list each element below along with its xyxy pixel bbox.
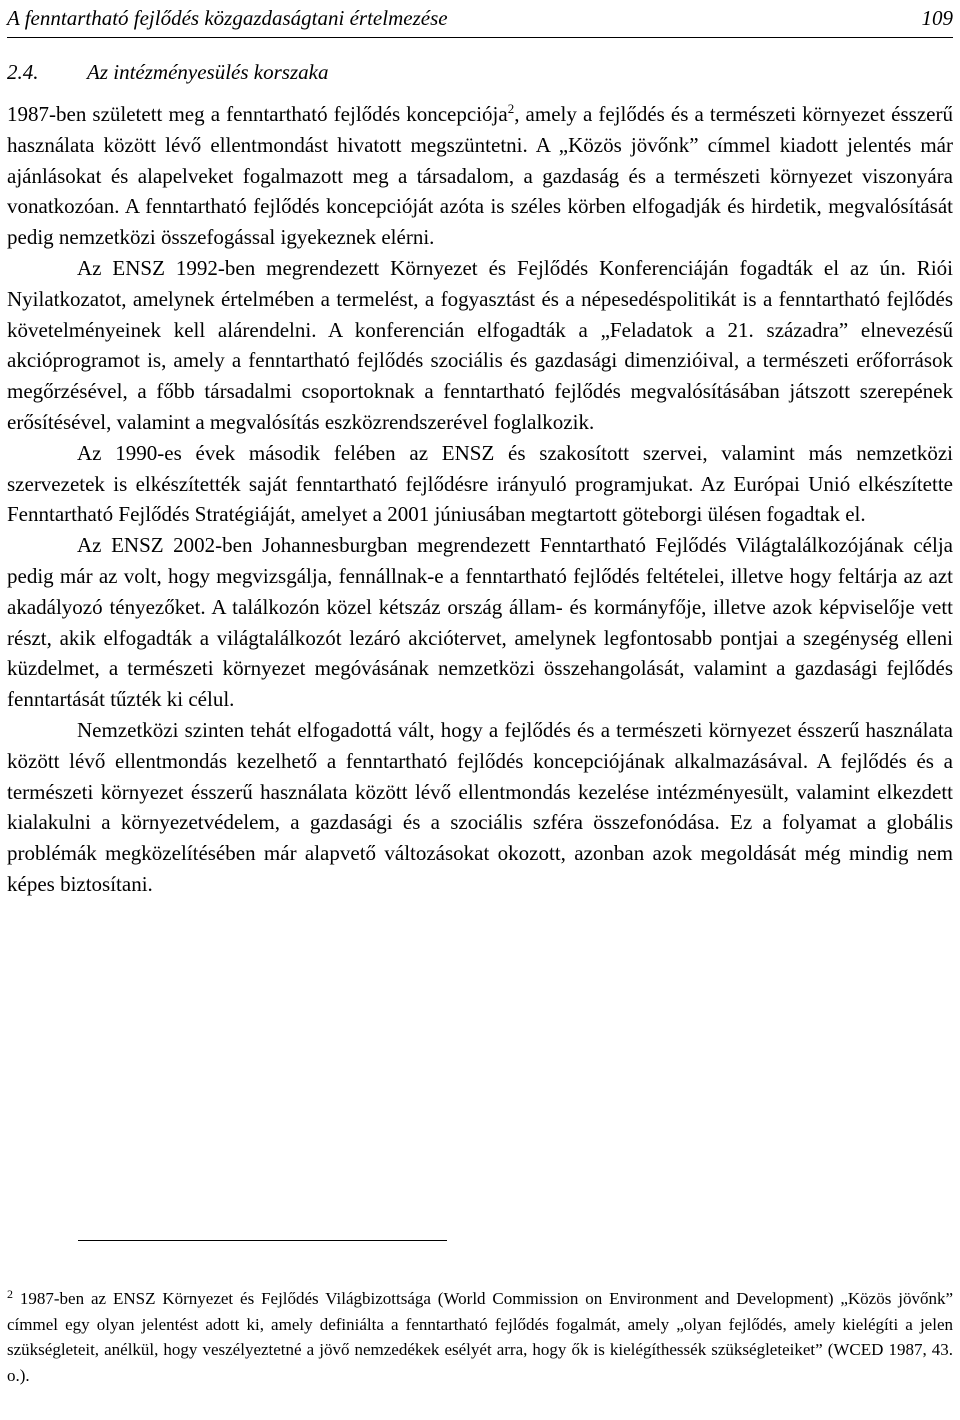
section-number: 2.4. [7,60,39,84]
paragraph-1-start: 1987-ben született meg a fenntartható fejlődés koncepciója [7,102,508,126]
footnote-marker: 2 [7,1287,13,1301]
paragraph-2: Az ENSZ 1992-ben megrendezett Környezet és Fejlődés Konferenciáján fogadták el az ún. Riói Nyilatkozatot, amelynek értelmében a termelést, a fogyasztást és a népesedéspolitikát is a fenntartható fejlődés követelményeinek kell alárendelni. A konferencián elfogadták a „Feladatok a 21. századra” elnevezésű akcióprogramot is, amely a fenntartható fejlődés szociális és gazdasági dimenzióival, a természeti erőforrások megőrzésével, a főbb társadalmi csoportoknak a fenntartható fejlődés megvalósításában játszott szerepének erősítésével, valamint a megvalósítás eszközrendszerével foglalkozik. [7,255,953,434]
footnote-reference: 2 [507,101,515,116]
footnote-divider [78,1240,447,1241]
running-header [7,4,953,32]
paragraph-1-rest: , amely a fejlődés és a természeti környezet ésszerű használata között lévő ellentmondást hivatott megszüntetni. A „Közös jövőnk” címmel kiadott jelentés már ajánlásokat és alapelveket fogalmazott meg a társadalom, a gazdaság és a természeti környezet viszonyára vonatkozóan. A fenntartható fejlődés koncepcióját azóta is széles körben elfogadják és hirdetik, megvalósítását pedig nemzetközi összefogással igyekeznek elérni. [7,102,953,250]
section-heading [7,58,328,86]
header-divider [7,37,953,38]
paragraph-1 [7,99,953,253]
paragraph-4: Az ENSZ 2002-ben Johannesburgban megrendezett Fenntartható Fejlődés Világtalálkozójának célja pedig már az volt, hogy megvizsgálja, fennállnak-e a fenntartható fejlődés feltételei, illetve hogy feltárja az azt akadályozó tényezőket. A találkozón közel kétszáz ország állam- és kormányfője, illetve azok képviselője vett részt, akik elfogadták a világtalálkozót lezáró akciótervet, amelynek legfontosabb pontjai a szegénység elleni küzdelmet, a természeti környezet megóvásának nemzetközi összehangolását, valamint a gazdasági fejlődés fenntartását tűzték ki célul. [7,533,953,712]
running-header-title: A fenntartható fejlődés közgazdaságtani értelmezése [7,6,448,30]
body-text [7,99,953,900]
page-number: 109 [921,6,953,30]
paragraph-5: Nemzetközi szinten tehát elfogadottá vált, hogy a fejlődés és a természeti környezet ésszerű használata között lévő ellentmondás kezelhető a fenntartható fejlődés koncepciójának alkalmazásával. A fejlődés és a természeti környezet ésszerű használata között lévő ellentmondás kezelése intézményesült, valamint elkezdett kialakulni a környezetvédelem, a gazdasági és a szociális szféra összefonódása. Ez a folyamat a globális problémák megközelítésében már alapvető változásokat okozott, azonban azok megoldását még mindig nem képes biztosítani. [7,717,953,896]
footnote-text: 1987-ben az ENSZ Környezet és Fejlődés Világbizottsága (World Commission on Environment and Development) „Közös jövőnk” címmel egy olyan jelentést adott ki, amely definiálta a fenntartható fejlődés fogalmát, amely „olyan fejlődés, amely kielégíti a jelen szükségleteit, anélkül, hogy veszélyeztetné a jövő nemzedékek esélyét arra, hogy ők is kielégíthessék szükségleteiket” (WCED 1987, 43. o.). [7,1289,953,1385]
paragraph-3: Az 1990-es évek második felében az ENSZ és szakosított szervei, valamint más nemzetközi szervezetek is elkészítették saját fenntartható fejlődésre irányuló programjukat. Az Európai Unió elkészítette Fenntartható Fejlődés Stratégiáját, amelyet a 2001 júniusában megtartott göteborgi ülésen fogadtak el. [7,440,953,527]
footnote [7,1286,953,1388]
section-title: Az intézményesülés korszaka [87,60,329,84]
